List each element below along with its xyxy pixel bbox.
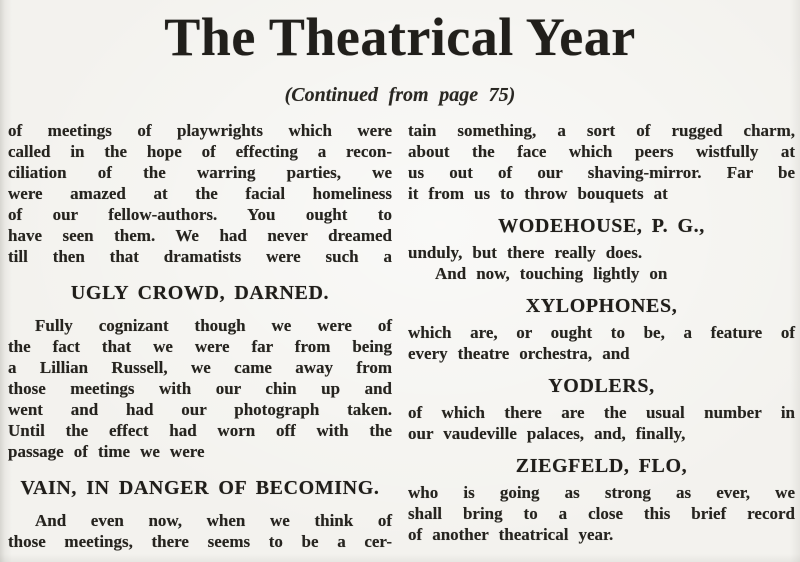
section-heading: ZIEGFELD, FLO,: [515, 455, 688, 477]
text-line: of another theatrical year.: [408, 525, 614, 544]
text-line: a Lillian Russell, we came away from: [8, 358, 392, 377]
text-line: ciliation of the warring parties, we: [8, 163, 392, 182]
column-left: [8, 120, 392, 552]
article-columns: [0, 120, 800, 552]
section-heading: YODLERS,: [548, 375, 655, 397]
text-line: of our fellow-authors. You ought to: [8, 205, 392, 224]
text-line: unduly, but there really does.: [408, 243, 643, 262]
text-line: our vaudeville palaces, and, finally,: [408, 424, 686, 443]
text-line: have seen them. We had never dreamed: [8, 226, 392, 245]
continued-from-note: (Continued from page 75): [284, 84, 516, 106]
paragraph: [408, 402, 795, 444]
text-line: us out of our shaving-mirror. Far be: [408, 163, 795, 182]
paragraph: [408, 322, 795, 364]
text-line: those meetings with our chin up and: [8, 379, 392, 398]
text-line: which are, or ought to be, a feature of: [408, 323, 795, 342]
text-line: shall bring to a close this brief record: [408, 504, 795, 523]
text-line: till then that dramatists were such a: [8, 247, 392, 266]
text-line: it from us to throw bouquets at: [408, 184, 668, 203]
text-line: Until the effect had worn off with the: [8, 421, 392, 440]
paragraph: [408, 482, 795, 545]
text-line: And even now, when we think of: [35, 511, 392, 530]
text-line: tain something, a sort of rugged charm,: [408, 121, 795, 140]
text-line: of meetings of playwrights which were: [8, 121, 392, 140]
text-line: every theatre orchestra, and: [408, 344, 630, 363]
paragraph: [408, 242, 795, 284]
text-line: Fully cognizant though we were of: [35, 316, 392, 335]
paragraph: [408, 120, 795, 204]
text-line: went and had our photograph taken.: [8, 400, 392, 419]
text-line: And now, touching lightly on: [435, 264, 668, 283]
text-line: called in the hope of effecting a recon-: [8, 142, 392, 161]
text-line: those meetings, there seems to be a cer-: [8, 532, 392, 551]
text-line: passage of time we were: [8, 442, 205, 461]
text-line: of which there are the usual number in: [408, 403, 795, 422]
text-line: who is going as strong as ever, we: [408, 483, 795, 502]
text-line: were amazed at the facial homeliness: [8, 184, 392, 203]
section-heading: XYLOPHONES,: [525, 295, 678, 317]
text-line: about the face which peers wistfully at: [408, 142, 795, 161]
paragraph: [8, 510, 392, 552]
paragraph: [8, 120, 392, 267]
section-heading: WODEHOUSE, P. G.,: [498, 215, 705, 237]
section-heading: VAIN, IN DANGER OF BECOMING.: [20, 477, 380, 499]
article-title: The Theatrical Year: [164, 7, 636, 67]
column-right: [408, 120, 795, 552]
section-heading: UGLY CROWD, DARNED.: [70, 282, 330, 304]
paragraph: [8, 315, 392, 462]
text-line: the fact that we were far from being: [8, 337, 392, 356]
